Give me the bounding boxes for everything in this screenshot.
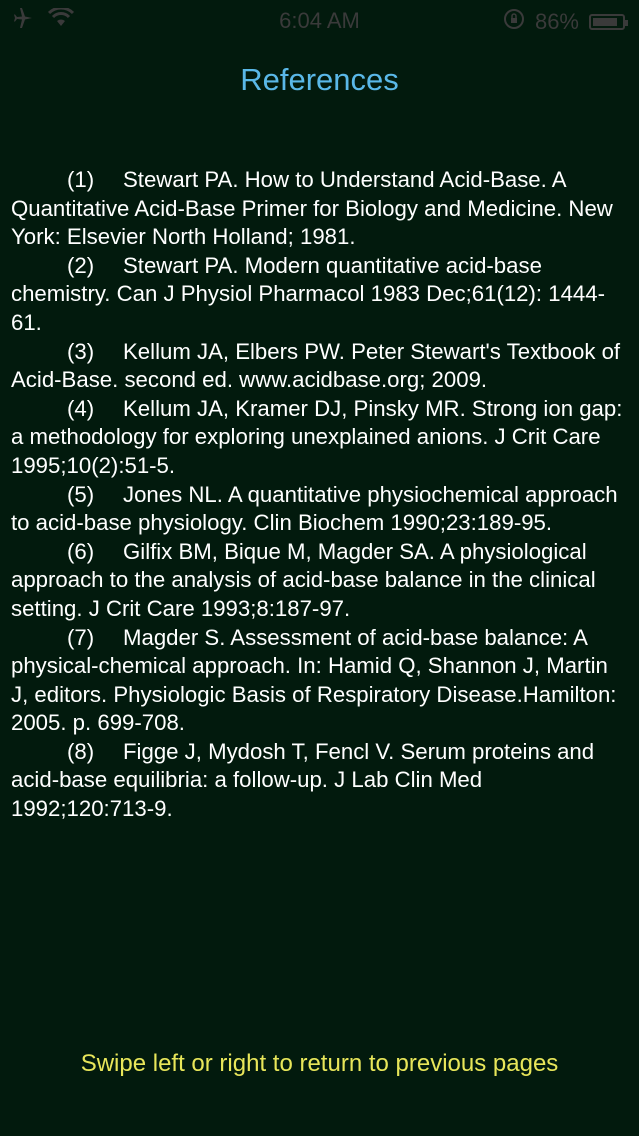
reference-number: (7)	[67, 624, 95, 650]
reference-entry	[11, 624, 629, 738]
reference-number: (6)	[67, 538, 95, 564]
reference-number: (4)	[67, 395, 95, 421]
status-bar	[0, 0, 639, 40]
reference-entry	[11, 166, 629, 252]
reference-text: Jones NL. A quantitative physiochemical approach to acid-base physiology. Clin Biochem 1990;23:189-95.	[11, 481, 618, 536]
reference-item	[11, 338, 629, 395]
reference-item	[11, 252, 629, 338]
reference-text: Stewart PA. How to Understand Acid-Base. A Quantitative Acid-Base Primer for Biology and Medicine. New York: Elsevier North Holland; 1981.	[11, 167, 613, 250]
reference-text: Figge J, Mydosh T, Fencl V. Serum proteins and acid-base equilibria: a follow-up. J Lab Clin Med 1992;120:713-9.	[11, 738, 595, 822]
reference-item	[11, 166, 629, 252]
reference-number: (2)	[67, 252, 95, 278]
swipe-hint: Swipe left or right to return to previous pages	[80, 1050, 559, 1077]
reference-text: Gilfix BM, Bique M, Magder SA. A physiological approach to the analysis of acid-base balance in the clinical setting. J Crit Care 1993;8:187-97.	[11, 538, 596, 621]
reference-number: (5)	[67, 481, 95, 507]
reference-text: Magder S. Assessment of acid-base balance: A physical-chemical approach. In: Hamid Q, Shannon J, Martin J, editors. Physiologic Basis of Respiratory Disease.Hamilton: 2005. p. 699-708.	[11, 624, 617, 736]
reference-number: (3)	[67, 338, 95, 364]
reference-entry	[11, 252, 629, 338]
page-title: References	[240, 62, 399, 97]
reference-number: (8)	[67, 738, 95, 764]
reference-item	[11, 624, 629, 738]
reference-entry	[11, 481, 629, 538]
reference-text: Kellum JA, Kramer DJ, Pinsky MR. Strong ion gap: a methodology for exploring unexplained anions. J Crit Care 1995;10(2):51-5.	[11, 395, 623, 478]
reference-entry	[11, 338, 629, 395]
reference-text: Kellum JA, Elbers PW. Peter Stewart's Textbook of Acid-Base. second ed. www.acidbase.org; 2009.	[11, 338, 621, 393]
reference-entry	[11, 738, 629, 824]
orientation-lock-icon	[503, 8, 525, 36]
reference-text: Stewart PA. Modern quantitative acid-base chemistry. Can J Physiol Pharmacol 1983 Dec;61(12): 1444-61.	[11, 252, 605, 335]
battery-percent: 86%	[534, 9, 579, 34]
references-list	[11, 166, 629, 824]
reference-entry	[11, 538, 629, 624]
reference-item	[11, 738, 629, 824]
status-right	[503, 8, 625, 36]
status-time: 6:04 AM	[279, 8, 360, 33]
reference-number: (1)	[67, 167, 95, 192]
reference-item	[11, 395, 629, 481]
reference-entry	[11, 395, 629, 481]
reference-item	[11, 481, 629, 538]
reference-item	[11, 538, 629, 624]
battery-fill	[593, 18, 617, 26]
battery-icon	[589, 14, 625, 30]
